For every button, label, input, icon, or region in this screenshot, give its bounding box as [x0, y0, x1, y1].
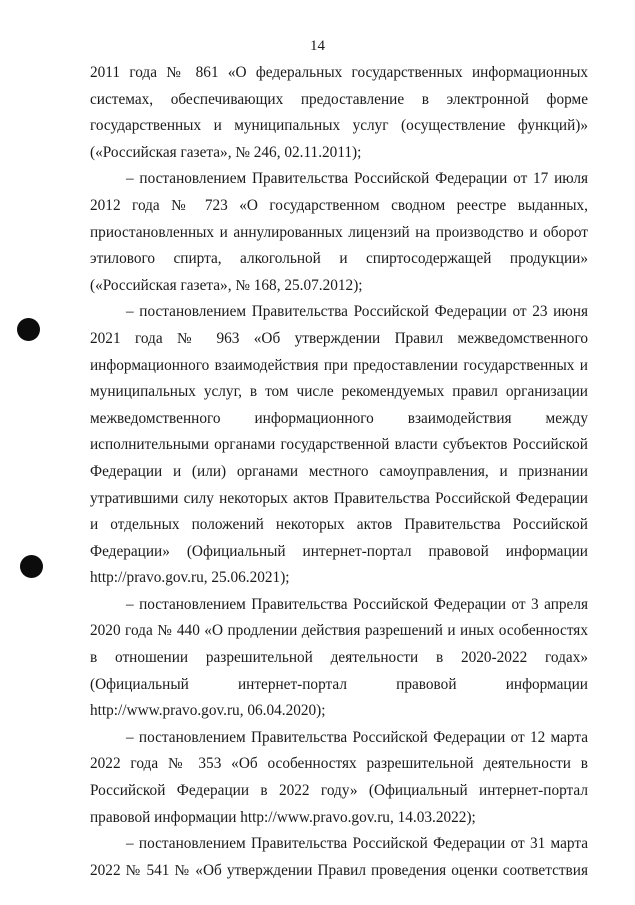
paragraph-continuation: 2011 года № 861 «О федеральных государственных информационных системах, обеспечивающих предоставление в электронной форме государственных и муниципальных услуг (осуществление функций)» («Российская газета», № 246, 02.11.2011);	[90, 64, 588, 161]
document-body	[90, 60, 588, 884]
paragraph-list-item: – постановлением Правительства Российской Федерации от 31 марта 2022 № 541 № «Об утверждении Правил проведения оценки соответствия	[90, 835, 588, 879]
punch-hole-mark	[20, 555, 43, 578]
page-number: 14	[310, 38, 325, 54]
paragraph-list-item: – постановлением Правительства Российской Федерации от 23 июня 2021 года № 963 «Об утверждении Правил межведомственного информационного взаимодействия при предоставлении государственных и муниципальных услуг, в том числе рекомендуемых правил организации межведомственного информационного взаимодействия между исполнительными органами государственной власти субъектов Российской Федерации и (или) органами местного самоуправления, и признании утратившими силу некоторых актов Правительства Российской Федерации и отдельных положений некоторых актов Правительства Российской Федерации» (Официальный интернет-портал правовой информации http://pravo.gov.ru, 25.06.2021);	[90, 303, 588, 587]
paragraph-list-item: – постановлением Правительства Российской Федерации от 17 июля 2012 года № 723 «О государственном сводном реестре выданных, приостановленных и аннулированных лицензий на производство и оборот этилового спирта, алкогольной и спиртосодержащей продукции» («Российская газета», № 168, 25.07.2012);	[90, 170, 588, 294]
paragraph-list-item: – постановлением Правительства Российской Федерации от 3 апреля 2020 года № 440 «О продлении действия разрешений и иных особенностях в отношении разрешительной деятельности в 2020-2022 годах» (Официальный интернет-портал правовой информации http://www.pravo.gov.ru, 06.04.2020);	[90, 595, 588, 720]
paragraph-list-item: – постановлением Правительства Российской Федерации от 12 марта 2022 года № 353 «Об особенностях разрешительной деятельности в Российской Федерации в 2022 году» (Официальный интернет-портал правовой информации http://www.pravo.gov.ru, 14.03.2022);	[90, 728, 588, 826]
punch-hole-mark	[17, 318, 40, 341]
